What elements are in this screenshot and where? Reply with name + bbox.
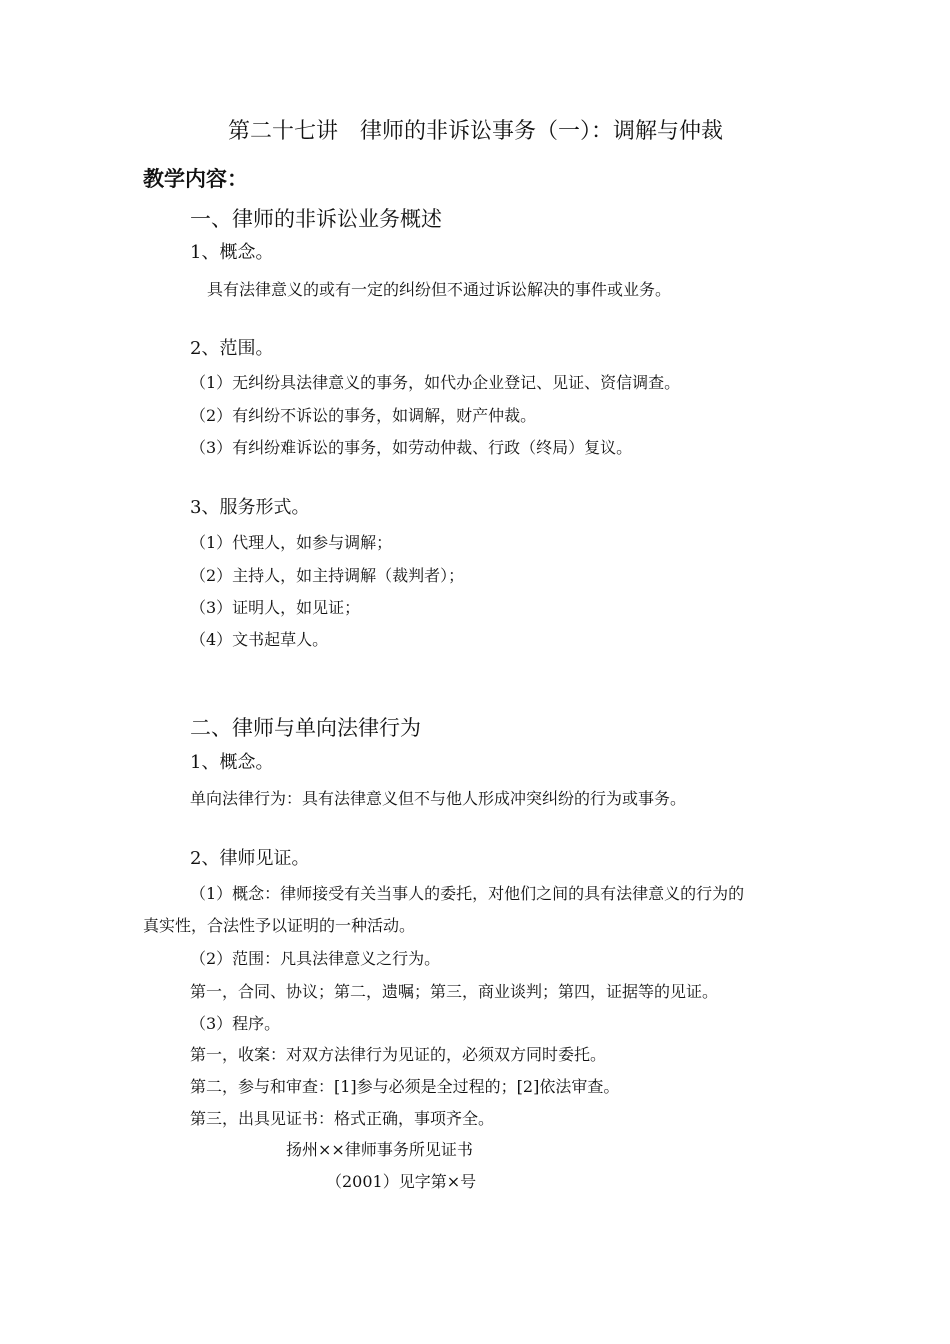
concept-heading-1: 1、概念。 [190, 242, 274, 263]
procedure-heading: （3）程序。 [190, 1014, 281, 1033]
forms-item: （2）主持人，如主持调解（裁判者）； [190, 566, 465, 585]
certificate-title: 扬州××律师事务所见证书 [286, 1140, 473, 1159]
witness-concept-line: （1）概念：律师接受有关当事人的委托，对他们之间的具有法律意义的行为的 [190, 884, 745, 903]
certificate-number: （2001）见字第×号 [326, 1172, 477, 1191]
forms-item: （4）文书起草人。 [190, 630, 329, 649]
forms-item: （1）代理人，如参与调解； [190, 533, 393, 552]
witness-concept-line: 真实性，合法性予以证明的一种活动。 [143, 916, 416, 935]
content-heading: 教学内容： [143, 167, 248, 191]
scope-item: （3）有纠纷难诉讼的事务，如劳动仲裁、行政（终局）复议。 [190, 438, 633, 457]
witness-heading: 2、律师见证。 [190, 848, 310, 869]
scope-item: （1）无纠纷具法律意义的事务，如代办企业登记、见证、资信调查。 [190, 373, 681, 392]
section-heading-2: 二、律师与单向法律行为 [190, 716, 421, 740]
section-heading-1: 一、律师的非诉讼业务概述 [190, 207, 442, 231]
concept-text-1: 具有法律意义的或有一定的纠纷但不通过诉讼解决的事件或业务。 [207, 280, 672, 299]
concept-heading-2: 1、概念。 [190, 752, 274, 773]
scope-heading: 2、范围。 [190, 338, 274, 359]
forms-heading: 3、服务形式。 [190, 497, 310, 518]
witness-scope-detail: 第一，合同、协议；第二，遗嘱；第三，商业谈判；第四，证据等的见证。 [190, 982, 719, 1001]
procedure-step: 第二，参与和审查：[1]参与必须是全过程的；[2]依法审查。 [190, 1077, 620, 1096]
witness-scope: （2）范围：凡具法律意义之行为。 [190, 949, 441, 968]
procedure-step: 第一，收案：对双方法律行为见证的，必须双方同时委托。 [190, 1045, 607, 1064]
forms-item: （3）证明人，如见证； [190, 598, 361, 617]
procedure-step: 第三，出具见证书：格式正确，事项齐全。 [190, 1109, 495, 1128]
scope-item: （2）有纠纷不诉讼的事务，如调解，财产仲裁。 [190, 406, 537, 425]
document-title: 第二十七讲 律师的非诉讼事务（一）：调解与仲裁 [228, 119, 724, 144]
concept-text-2: 单向法律行为：具有法律意义但不与他人形成冲突纠纷的行为或事务。 [190, 789, 687, 808]
